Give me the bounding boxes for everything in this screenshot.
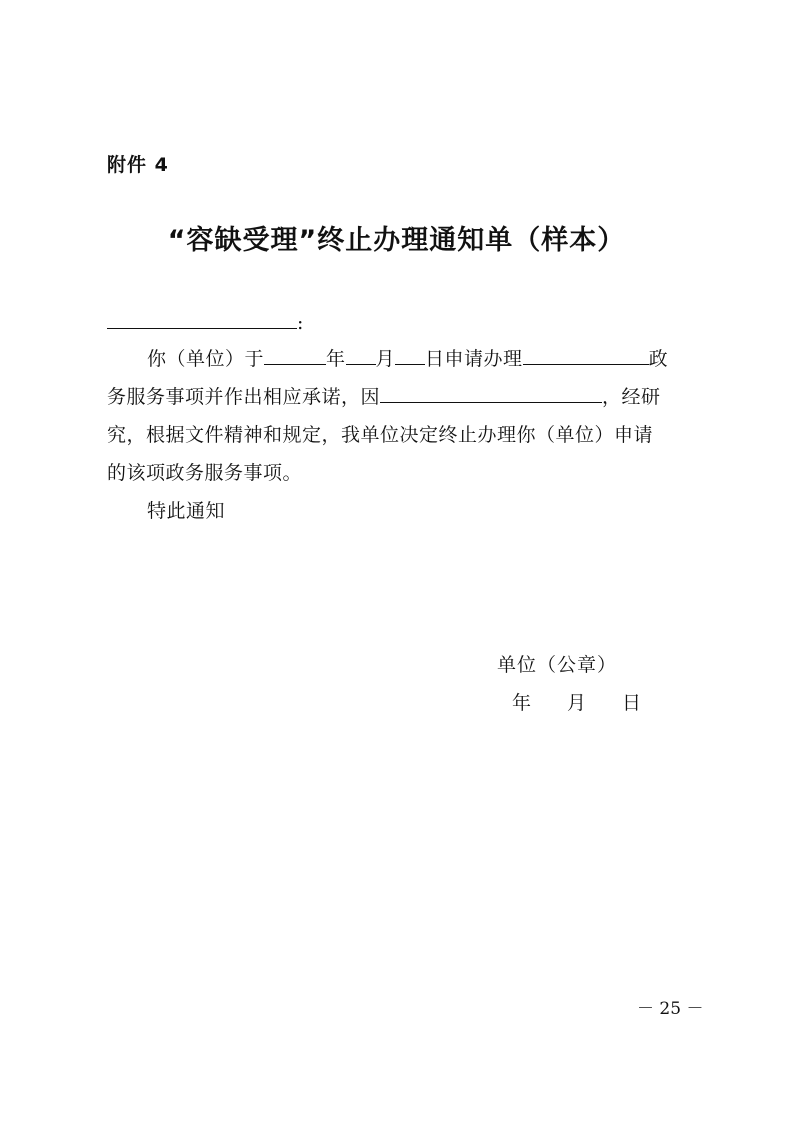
body-text-year: 年 bbox=[326, 348, 346, 370]
body-text-day-apply: 日申请办理 bbox=[425, 348, 523, 370]
recipient-colon: : bbox=[297, 312, 304, 334]
seal-label: 单位（公章） bbox=[497, 654, 618, 676]
reason-blank bbox=[380, 384, 602, 403]
month-blank bbox=[346, 346, 376, 365]
date-month: 月 bbox=[567, 692, 587, 714]
body-line-2 bbox=[107, 378, 661, 416]
body-text-month: 月 bbox=[375, 348, 396, 370]
day-blank bbox=[395, 346, 425, 365]
closing-text: 特此通知 bbox=[147, 500, 226, 522]
date-day: 日 bbox=[622, 692, 642, 714]
recipient-blank bbox=[107, 310, 297, 329]
document-title: “容缺受理”终止办理通知单（样本） bbox=[167, 225, 626, 256]
body-text-after-study: ，经研 bbox=[602, 386, 661, 408]
body-text-unit-on: 你（单位）于 bbox=[147, 348, 265, 370]
body-text-zheng: 政 bbox=[648, 348, 669, 370]
body-text-commitment: 务服务事项并作出相应承诺，因 bbox=[107, 386, 381, 408]
body-line-4: 的该项政务服务事项。 bbox=[107, 462, 303, 484]
date-year: 年 bbox=[512, 692, 532, 714]
body-line-1 bbox=[147, 340, 668, 378]
attachment-label: 附件 4 bbox=[107, 154, 169, 176]
page-number: － 25 － bbox=[637, 999, 704, 1019]
recipient-line bbox=[107, 310, 303, 334]
year-blank bbox=[264, 346, 326, 365]
service-item-blank bbox=[523, 346, 649, 365]
date-line bbox=[512, 688, 641, 715]
body-line-3: 究，根据文件精神和规定，我单位决定终止办理你（单位）申请 bbox=[107, 424, 654, 446]
